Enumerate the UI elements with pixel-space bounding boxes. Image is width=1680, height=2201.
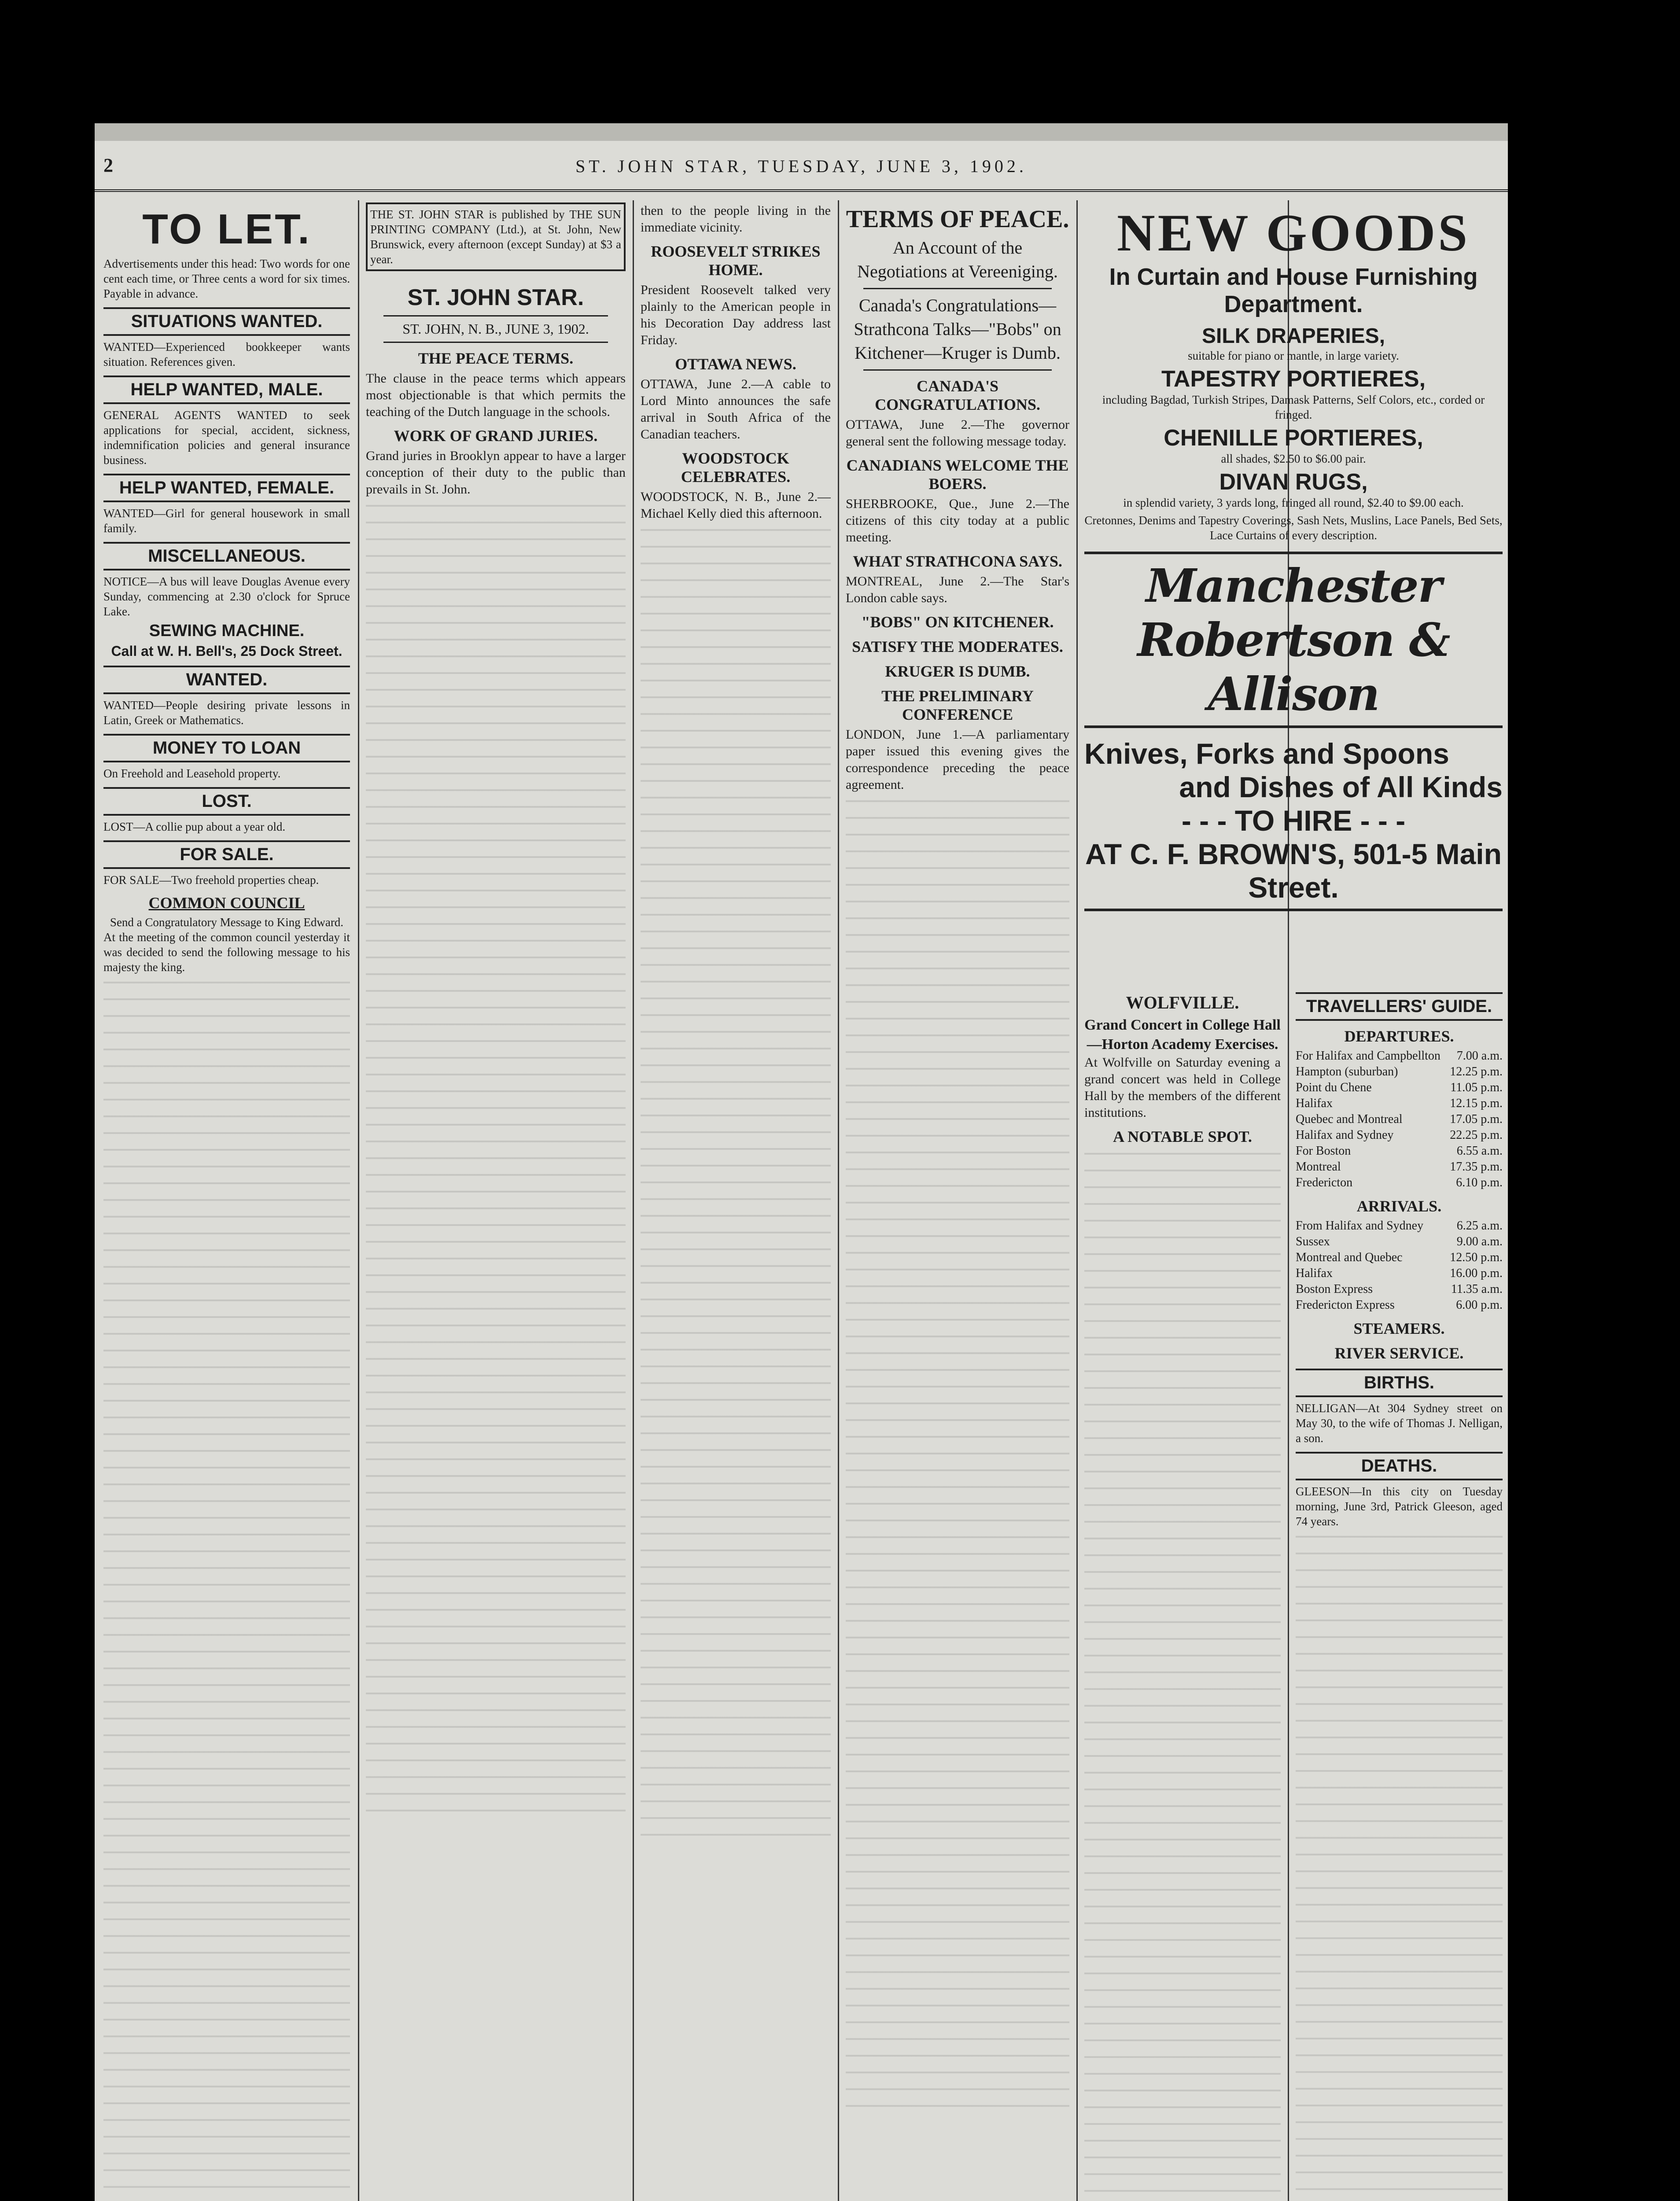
- grand-juries-heading: WORK OF GRAND JURIES.: [394, 427, 598, 445]
- tapestry-text: including Bagdad, Turkish Stripes, Damask Patterns, Self Colors, etc., corded or fringed.: [1102, 393, 1485, 421]
- timetable-row: [1296, 1218, 1503, 1234]
- conference-heading: THE PRELIMINARY CONFERENCE: [881, 687, 1034, 723]
- advertisement-block: [1084, 202, 1503, 977]
- timetable-row: [1296, 1127, 1503, 1143]
- timetable-row: [1296, 1064, 1503, 1080]
- timetable-row: [1296, 1080, 1503, 1096]
- lost-text: LOST—A collie pup about a year old.: [103, 820, 286, 833]
- news-column: [641, 202, 831, 2201]
- canadians-welcome-text: SHERBROOKE, Que., June 2.—The citizens of this city today at a public meeting.: [846, 497, 1069, 545]
- roosevelt-heading: ROOSEVELT STRIKES HOME.: [651, 243, 821, 279]
- column-rule: [633, 200, 634, 2201]
- timetable-time: 11.35 a.m.: [1451, 1282, 1503, 1296]
- deaths-text: GLEESON—In this city on Tuesday morning, June 3rd, Patrick Gleeson, aged 74 years.: [1296, 1485, 1503, 1528]
- terms-of-peace-heading: TERMS OF PEACE.: [846, 206, 1069, 233]
- timetable-time: 11.05 p.m.: [1450, 1081, 1503, 1094]
- kruger-heading: KRUGER IS DUMB.: [885, 663, 1030, 680]
- dateline: ST. JOHN STAR, TUESDAY, JUNE 3, 1902.: [575, 156, 1027, 176]
- divider: [863, 288, 1052, 289]
- river-service-heading: RIVER SERVICE.: [1334, 1344, 1464, 1362]
- timetable-time: 7.00 a.m.: [1456, 1049, 1503, 1063]
- common-council-text: At the meeting of the common council yesterday it was decided to send the following message to his majesty the king.: [103, 931, 350, 974]
- timetable-destination: Point du Chene: [1296, 1081, 1372, 1094]
- timetable-destination: Montreal: [1296, 1160, 1341, 1174]
- chenille-text: all shades, $2.50 to $6.00 pair.: [1221, 452, 1366, 465]
- timetable-row: [1296, 1112, 1503, 1127]
- timetable-row: [1296, 1266, 1503, 1281]
- travellers-guide-column: [1296, 986, 1503, 2201]
- column-text-filler: [846, 796, 1069, 2116]
- masthead: [95, 150, 1508, 192]
- arrivals-heading: ARRIVALS.: [1356, 1197, 1442, 1215]
- departures-list: [1296, 1048, 1503, 1191]
- conference-text: LONDON, June 1.—A parliamentary paper issued this evening gives the correspondence preceding the peace agreement.: [846, 727, 1069, 792]
- timetable-time: 12.50 p.m.: [1450, 1251, 1503, 1264]
- peace-news-column: [846, 202, 1069, 2201]
- wolfville-text: At Wolfville on Saturday evening a grand concert was held in College Hall by the members of the different institutions.: [1084, 1055, 1281, 1120]
- timetable-time: 12.25 p.m.: [1450, 1065, 1503, 1078]
- miscellaneous-heading: MISCELLANEOUS.: [103, 542, 350, 570]
- travellers-guide-heading: TRAVELLERS' GUIDE.: [1296, 992, 1503, 1021]
- timetable-destination: Hampton (suburban): [1296, 1065, 1398, 1078]
- ottawa-news-text: OTTAWA, June 2.—A cable to Lord Minto announces the safe arrival in South Africa of the Canadian teachers.: [641, 377, 831, 442]
- strathcona-heading: WHAT STRATHCONA SAYS.: [853, 552, 1062, 570]
- timetable-destination: Fredericton Express: [1296, 1298, 1395, 1312]
- timetable-row: [1296, 1250, 1503, 1266]
- satisfy-moderates-heading: SATISFY THE MODERATES.: [852, 638, 1063, 655]
- ottawa-news-heading: OTTAWA NEWS.: [675, 355, 796, 373]
- tapestry-portieres: TAPESTRY PORTIERES,: [1161, 366, 1426, 392]
- timetable-destination: Quebec and Montreal: [1296, 1112, 1403, 1126]
- dishes: and Dishes of All Kinds: [1179, 771, 1503, 803]
- timetable-time: 12.15 p.m.: [1450, 1097, 1503, 1110]
- column-rule: [838, 200, 839, 2201]
- help-wanted-male-heading: HELP WANTED, MALE.: [103, 375, 350, 404]
- timetable-time: 22.25 p.m.: [1450, 1128, 1503, 1142]
- divider: [863, 369, 1052, 371]
- divan-text: in splendid variety, 3 yards long, fringed all round, $2.40 to $9.00 each.: [1123, 496, 1464, 509]
- to-hire: - - - TO HIRE - - -: [1181, 804, 1406, 837]
- deaths-heading: DEATHS.: [1296, 1452, 1503, 1480]
- roosevelt-text: President Roosevelt talked very plainly to the American people in his Decoration Day address last Friday.: [641, 283, 831, 347]
- page-number: 2: [103, 155, 113, 176]
- arrivals-list: [1296, 1218, 1503, 1313]
- timetable-row: [1296, 1096, 1503, 1112]
- timetable-time: 6.25 a.m.: [1456, 1219, 1503, 1233]
- common-council-subhead: Send a Congratulatory Message to King Edward.: [110, 916, 344, 929]
- wolfville-heading: WOLFVILLE.: [1126, 993, 1239, 1012]
- column-rule: [1076, 200, 1078, 2201]
- timetable-time: 17.05 p.m.: [1450, 1112, 1503, 1126]
- timetable-destination: Fredericton: [1296, 1176, 1353, 1189]
- lost-heading: LOST.: [103, 787, 350, 816]
- woodstock-heading: WOODSTOCK CELEBRATES.: [681, 449, 791, 486]
- new-goods-heading: NEW GOODS: [1117, 203, 1470, 262]
- peace-terms-text: The clause in the peace terms which appears most objectionable is that which permits the teaching of the Dutch language in the schools.: [366, 371, 626, 419]
- cretonnes-text: Cretonnes, Denims and Tapestry Coverings, Sash Nets, Muslins, Lace Panels, Bed Sets, Lace Curtains of every description.: [1084, 514, 1503, 542]
- column-text-filler: [103, 977, 350, 2201]
- to-let-note: Advertisements under this head: Two words for one cent each time, or Three cents a word for six times. Payable in advance.: [103, 257, 350, 300]
- help-wanted-female-heading: HELP WANTED, FEMALE.: [103, 474, 350, 502]
- column-text-filler: [1296, 1531, 1503, 2201]
- miscellaneous-text: NOTICE—A bus will leave Douglas Avenue every Sunday, commencing at 2.30 o'clock for Spruce Lake.: [103, 575, 350, 618]
- timetable-time: 16.00 p.m.: [1450, 1266, 1503, 1280]
- paper-name: ST. JOHN STAR.: [407, 285, 584, 310]
- help-wanted-male-text: GENERAL AGENTS WANTED to seek applications for special, accident, sickness, indemnification policies and general insurance business.: [103, 409, 350, 467]
- brown-address: AT C. F. BROWN'S, 501-5 Main Street.: [1084, 837, 1503, 911]
- timetable-row: [1296, 1159, 1503, 1175]
- wanted-text: WANTED—People desiring private lessons in Latin, Greek or Mathematics.: [103, 699, 350, 727]
- money-to-loan-heading: MONEY TO LOAN: [103, 734, 350, 762]
- boom-kitchener-heading: "BOBS" ON KITCHENER.: [861, 613, 1054, 631]
- timetable-destination: From Halifax and Sydney: [1296, 1219, 1424, 1233]
- timetable-destination: For Boston: [1296, 1144, 1351, 1158]
- curtain-department: In Curtain and House Furnishing Department.: [1109, 264, 1478, 317]
- silk-text: suitable for piano or mantle, in large variety.: [1188, 349, 1399, 362]
- situations-wanted-text: WANTED—Experienced bookkeeper wants situation. References given.: [103, 340, 350, 368]
- timetable-destination: Sussex: [1296, 1235, 1330, 1248]
- births-text: NELLIGAN—At 304 Sydney street on May 30, to the wife of Thomas J. Nelligan, a son.: [1296, 1402, 1503, 1445]
- timetable-time: 6.55 a.m.: [1456, 1144, 1503, 1158]
- column-text: then to the people living in the immediate vicinity.: [641, 203, 831, 235]
- timetable-time: 6.00 p.m.: [1456, 1298, 1503, 1312]
- grand-juries-text: Grand juries in Brooklyn appear to have a larger conception of their duty to the public than prevails in St. John.: [366, 449, 626, 497]
- timetable-destination: For Halifax and Campbellton: [1296, 1049, 1441, 1063]
- timetable-time: 9.00 a.m.: [1456, 1235, 1503, 1248]
- help-wanted-female-text: WANTED—Girl for general housework in small family.: [103, 507, 350, 535]
- manchester-robertson-allison-logo: Manchester Robertson & Allison: [1084, 552, 1503, 728]
- page-edge-top: [95, 123, 1508, 141]
- sewing-machine-ad: SEWING MACHINE.: [149, 622, 305, 640]
- timetable-row: [1296, 1143, 1503, 1159]
- timetable-row: [1296, 1281, 1503, 1297]
- to-let-heading: TO LET.: [142, 206, 311, 253]
- timetable-destination: Boston Express: [1296, 1282, 1373, 1296]
- wolfville-column: [1084, 986, 1281, 2201]
- newspaper-page: [95, 123, 1508, 2201]
- column-text-filler: [366, 501, 626, 1821]
- timetable-row: [1296, 1234, 1503, 1250]
- wanted-heading: WANTED.: [103, 666, 350, 694]
- column-text-filler: [641, 525, 831, 1845]
- timetable-row: [1296, 1048, 1503, 1064]
- for-sale-text: FOR SALE—Two freehold properties cheap.: [103, 873, 319, 887]
- divider: [383, 342, 608, 343]
- knives-forks: Knives, Forks and Spoons: [1084, 737, 1449, 770]
- divan-rugs: DIVAN RUGS,: [1219, 469, 1368, 495]
- timetable-destination: Montreal and Quebec: [1296, 1251, 1403, 1264]
- timetable-row: [1296, 1297, 1503, 1313]
- editorial-column: [366, 202, 626, 2201]
- sewing-machine-address: Call at W. H. Bell's, 25 Dock Street.: [111, 643, 343, 659]
- for-sale-heading: FOR SALE.: [103, 840, 350, 869]
- timetable-destination: Halifax: [1296, 1266, 1333, 1280]
- peace-terms-heading: THE PEACE TERMS.: [418, 350, 574, 367]
- silk-draperies: SILK DRAPERIES,: [1201, 324, 1385, 348]
- strathcona-text: MONTREAL, June 2.—The Star's London cable says.: [846, 574, 1069, 605]
- timetable-time: 17.35 p.m.: [1450, 1160, 1503, 1174]
- timetable-destination: Halifax and Sydney: [1296, 1128, 1394, 1142]
- timetable-row: [1296, 1175, 1503, 1191]
- classifieds-column: [103, 202, 350, 2201]
- departures-heading: DEPARTURES.: [1344, 1027, 1454, 1045]
- publisher-notice: THE ST. JOHN STAR is published by THE SUN PRINTING COMPANY (Ltd.), at St. John, New Brunswick, every afternoon (except Sunday) at $3 a year.: [366, 202, 626, 271]
- money-to-loan-text: On Freehold and Leasehold property.: [103, 767, 281, 780]
- congratulations-text: OTTAWA, June 2.—The governor general sent the following message today.: [846, 417, 1069, 449]
- births-heading: BIRTHS.: [1296, 1369, 1503, 1397]
- steamers-heading: STEAMERS.: [1353, 1320, 1445, 1337]
- woodstock-text: WOODSTOCK, N. B., June 2.—Michael Kelly died this afternoon.: [641, 490, 831, 521]
- common-council-heading: COMMON COUNCIL: [148, 894, 305, 912]
- congratulations-heading: CANADA'S CONGRATULATIONS.: [875, 377, 1040, 413]
- chenille-portieres: CHENILLE PORTIERES,: [1164, 425, 1423, 451]
- column-text-filler: [1084, 1148, 1281, 2201]
- notable-spot-heading: A NOTABLE SPOT.: [1113, 1128, 1252, 1145]
- terms-of-peace-deck: An Account of the Negotiations at Vereeniging.: [857, 238, 1058, 281]
- situations-wanted-heading: SITUATIONS WANTED.: [103, 307, 350, 336]
- timetable-destination: Halifax: [1296, 1097, 1333, 1110]
- wolfville-deck: Grand Concert in College Hall—Horton Academy Exercises.: [1084, 1017, 1281, 1053]
- column-rule: [358, 200, 359, 2201]
- divider: [383, 315, 608, 317]
- editorial-dateline: ST. JOHN, N. B., JUNE 3, 1902.: [402, 321, 589, 337]
- timetable-time: 6.10 p.m.: [1456, 1176, 1503, 1189]
- terms-of-peace-deck-2: Canada's Congratulations—Strathcona Talks—"Bobs" on Kitchener—Kruger is Dumb.: [854, 295, 1061, 363]
- canadians-welcome-heading: CANADIANS WELCOME THE BOERS.: [846, 456, 1069, 493]
